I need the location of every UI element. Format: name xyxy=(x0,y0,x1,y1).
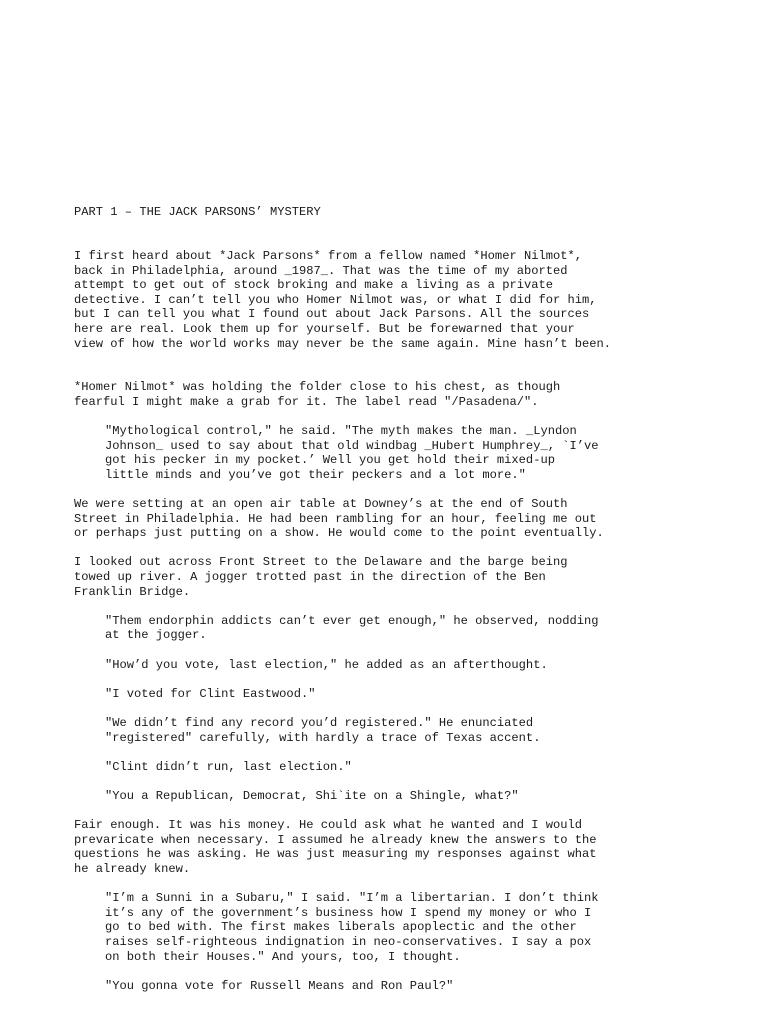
chapter-heading: PART 1 – THE JACK PARSONS’ MYSTERY xyxy=(74,205,321,219)
text-line: "I voted for Clint Eastwood." xyxy=(105,686,316,701)
paragraph-spacer xyxy=(74,672,694,687)
paragraph-spacer xyxy=(74,774,694,789)
dialogue-paragraph xyxy=(74,891,694,964)
text-line: I first heard about *Jack Parsons* from a fellow named *Homer Nilmot*, xyxy=(74,249,583,263)
text-line: I looked out across Front Street to the Delaware and the barge being xyxy=(74,555,568,570)
text-line: We were setting at an open air table at Downey’s at the end of South xyxy=(74,497,568,512)
text-line: go to bed with. The first makes liberals apoplectic and the other xyxy=(105,920,577,935)
text-line: Fair enough. It was his money. He could ask what he wanted and I would xyxy=(74,818,583,833)
narrative-paragraph xyxy=(74,555,694,599)
paragraph-spacer xyxy=(74,351,694,380)
text-line: detective. I can’t tell you who Homer Nilmot was, or what I did for him, xyxy=(74,292,597,307)
narrative-paragraph xyxy=(74,249,694,351)
paragraph-spacer xyxy=(74,964,694,979)
text-line: Johnson_ used to say about that old windbag _Hubert Humphrey_, `I’ve xyxy=(105,438,599,453)
text-line: "registered" carefully, with hardly a trace of Texas accent. xyxy=(105,730,541,745)
text-line: "We didn’t find any record you’d registered." He enunciated xyxy=(105,716,534,730)
dialogue-paragraph xyxy=(74,424,694,482)
dialogue-paragraph xyxy=(74,687,694,702)
text-line: here are real. Look them up for yourself. But be forewarned that your xyxy=(74,321,575,336)
text-line: little minds and you’ve got their peckers and a lot more." xyxy=(105,467,526,482)
paragraph-spacer xyxy=(74,877,694,892)
dialogue-paragraph xyxy=(74,979,694,994)
dialogue-paragraph xyxy=(74,760,694,775)
dialogue-paragraph xyxy=(74,658,694,673)
text-line: fearful I might make a grab for it. The label read "/Pasadena/". xyxy=(74,394,539,409)
text-line: attempt to get out of stock broking and make a living as a private xyxy=(74,278,553,293)
text-line: Franklin Bridge. xyxy=(74,584,191,599)
dialogue-paragraph xyxy=(74,789,694,804)
paragraph-spacer xyxy=(74,745,694,760)
text-line: prevaricate when necessary. I assumed he already knew the answers to the xyxy=(74,832,597,847)
paragraph-spacer xyxy=(74,541,694,556)
narrative-paragraph xyxy=(74,497,694,541)
text-line: "You a Republican, Democrat, Shi`ite on a Shingle, what?" xyxy=(105,788,519,803)
narrative-paragraph xyxy=(74,380,694,409)
text-line: "Mythological control," he said. "The myth makes the man. _Lyndon xyxy=(105,424,577,439)
document-body xyxy=(74,249,694,993)
text-line: Street in Philadelphia. He had been rambling for an hour, feeling me out xyxy=(74,511,597,526)
paragraph-spacer xyxy=(74,599,694,614)
text-line: view of how the world works may never be the same again. Mine hasn’t been. xyxy=(74,336,612,351)
text-line: it’s any of the government’s business how I spend my money or who I xyxy=(105,905,592,920)
text-line: back in Philadelphia, around _1987_. That was the time of my aborted xyxy=(74,263,568,278)
text-line: but I can tell you what I found out about Jack Parsons. All the sources xyxy=(74,307,590,322)
text-line: he already knew. xyxy=(74,861,191,876)
text-line: *Homer Nilmot* was holding the folder close to his chest, as though xyxy=(74,380,561,395)
text-line: "Them endorphin addicts can’t ever get enough," he observed, nodding xyxy=(105,613,599,628)
text-line: "How’d you vote, last election," he added as an afterthought. xyxy=(105,657,548,672)
text-line: got his pecker in my pocket.’ Well you get hold their mixed-up xyxy=(105,453,555,468)
text-line: questions he was asking. He was just measuring my responses against what xyxy=(74,847,597,862)
text-line: towed up river. A jogger trotted past in the direction of the Ben xyxy=(74,570,546,585)
paragraph-spacer xyxy=(74,410,694,425)
text-line: "You gonna vote for Russell Means and Ron Paul?" xyxy=(105,978,454,993)
text-line: or perhaps just putting on a show. He would come to the point eventually. xyxy=(74,526,604,541)
text-line: at the jogger. xyxy=(105,628,207,643)
paragraph-spacer xyxy=(74,701,694,716)
paragraph-spacer xyxy=(74,804,694,819)
text-line: on both their Houses." And yours, too, I thought. xyxy=(105,949,461,964)
text-line: "I’m a Sunni in a Subaru," I said. "I’m a libertarian. I don’t think xyxy=(105,891,599,906)
paragraph-spacer xyxy=(74,483,694,498)
dialogue-paragraph xyxy=(74,716,694,745)
dialogue-paragraph xyxy=(74,614,694,643)
text-line: raises self-righteous indignation in neo-conservatives. I say a pox xyxy=(105,934,592,949)
paragraph-spacer xyxy=(74,643,694,658)
text-line: "Clint didn’t run, last election." xyxy=(105,759,352,774)
narrative-paragraph xyxy=(74,818,694,876)
